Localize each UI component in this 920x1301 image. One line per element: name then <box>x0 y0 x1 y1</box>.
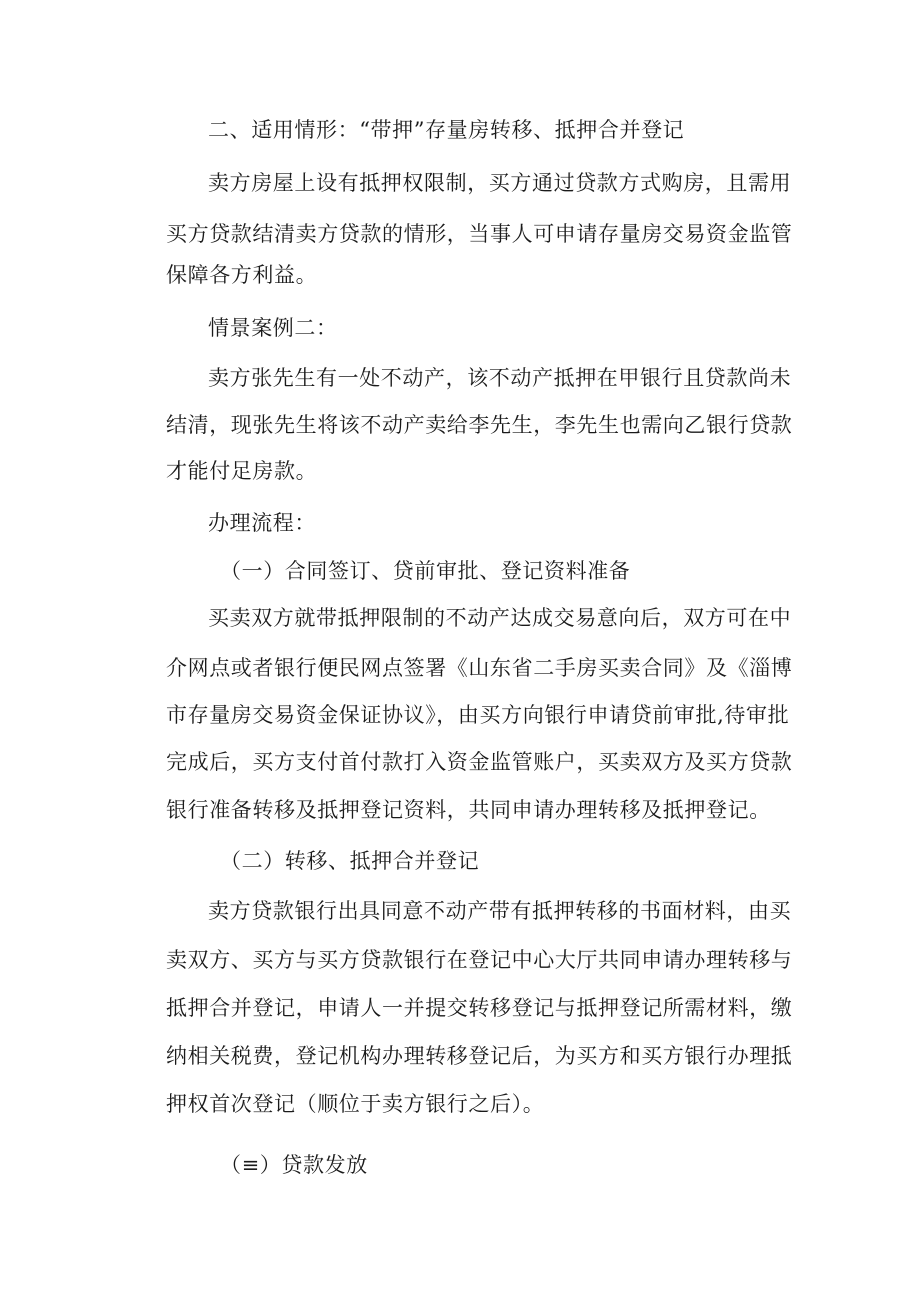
section-heading: 二、适用情形：“带押”存量房转移、抵押合并登记 <box>208 118 685 142</box>
case-line-1: 卖方张先生有一处不动产，该不动产抵押在甲银行且贷款尚未 <box>208 366 792 390</box>
step2-heading: （二）转移、抵押合并登记 <box>220 849 480 873</box>
step1-line-2: 介网点或者银行便民网点签署《山东省二手房买卖合同》及《淄博 <box>166 656 793 680</box>
process-label: 办理流程： <box>208 511 316 535</box>
case-line-3: 才能付足房款。 <box>166 459 318 483</box>
step2-line-2: 卖双方、买方与买方贷款银行在登记中心大厅共同申请办理转移与 <box>166 948 793 972</box>
step2-line-1: 卖方贷款银行出具同意不动产带有抵押转移的书面材料，由买 <box>208 899 792 923</box>
step1-line-1: 买卖双方就带抵押限制的不动产达成交易意向后，双方可在中 <box>208 606 792 630</box>
case-line-2: 结清，现张先生将该不动产卖给李先生，李先生也需向乙银行贷款 <box>166 413 793 437</box>
step1-line-3: 市存量房交易资金保证协议》，由买方向银行申请贷前审批,待审批 <box>166 703 790 727</box>
step1-heading: （一）合同签订、贷前审批、登记资料准备 <box>220 559 631 583</box>
step2-line-5: 押权首次登记（顺位于卖方银行之后）。 <box>166 1092 545 1116</box>
case-label: 情景案例二： <box>208 316 338 340</box>
intro-line-1: 卖方房屋上设有抵押权限制，买方通过贷款方式购房，且需用 <box>208 171 792 195</box>
step2-line-4: 纳相关税费，登记机构办理转移登记后，为买方和买方银行办理抵 <box>166 1044 793 1068</box>
step1-line-4: 完成后，买方支付首付款打入资金监管账户，买卖双方及买方贷款 <box>166 750 793 774</box>
intro-line-2: 买方贷款结清卖方贷款的情形，当事人可申请存量房交易资金监管 <box>166 222 793 246</box>
step1-line-5: 银行准备转移及抵押登记资料，共同申请办理转移及抵押登记。 <box>166 798 771 822</box>
intro-line-3: 保障各方利益。 <box>166 263 318 287</box>
step2-line-3: 抵押合并登记，申请人一并提交转移登记与抵押登记所需材料，缴 <box>166 996 793 1020</box>
step3-heading: （≡）贷款发放 <box>220 1153 368 1177</box>
